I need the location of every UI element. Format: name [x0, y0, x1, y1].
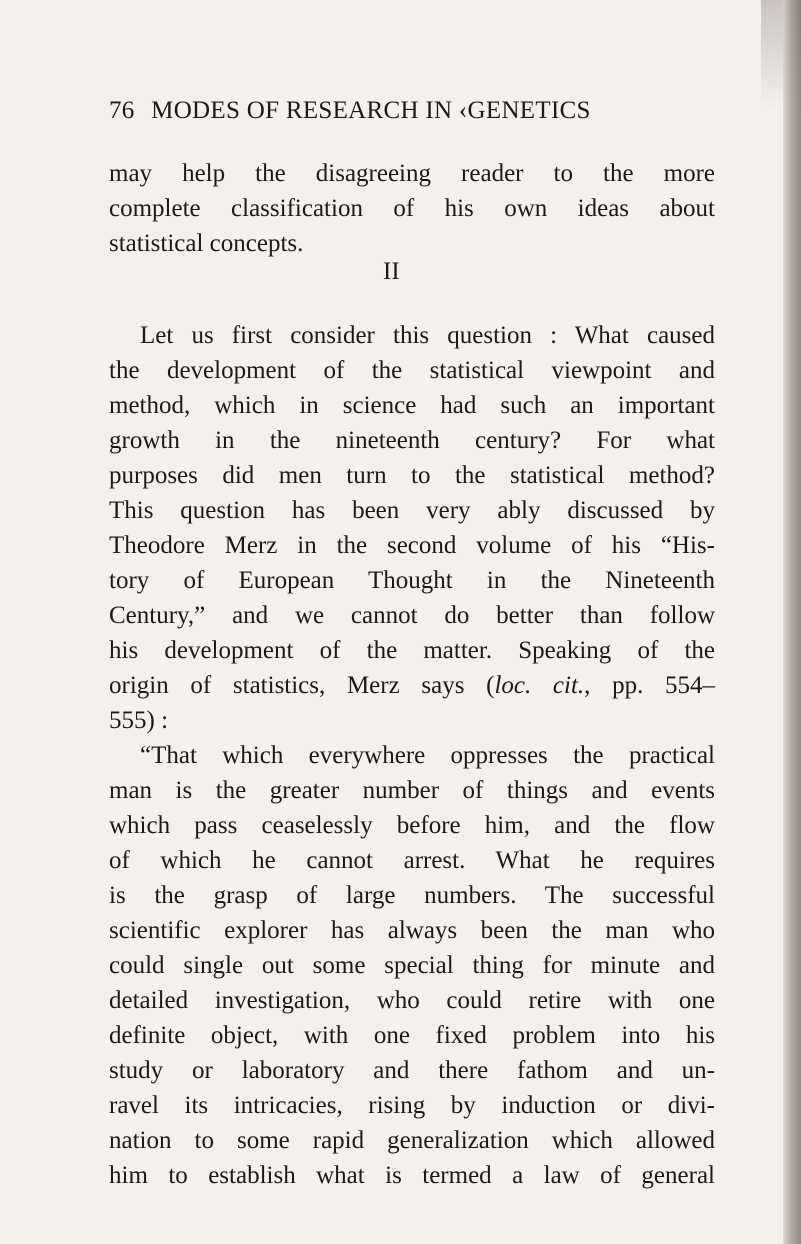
page-number: 76 — [109, 97, 135, 124]
quote-line: which pass ceaselessly before him, and the flow — [109, 812, 715, 839]
text-line: method, which in science had such an important — [109, 392, 715, 419]
quote-line: nation to some rapid generalization which allowed — [109, 1127, 715, 1154]
quote-line: ravel its intricacies, rising by induction or divi- — [109, 1092, 715, 1119]
text-line: the development of the statistical viewpoint and — [109, 357, 715, 384]
quote-line: “That which everywhere oppresses the practical — [140, 742, 715, 769]
text-line: growth in the nineteenth century? For what — [109, 427, 715, 454]
quote-line: definite object, with one fixed problem into his — [109, 1022, 715, 1049]
quote-line: of which he cannot arrest. What he requires — [109, 847, 715, 874]
quote-line: detailed investigation, who could retire with one — [109, 987, 715, 1014]
running-header — [109, 97, 709, 133]
quotation-paragraph — [109, 738, 715, 1193]
section-heading: II — [383, 258, 400, 285]
text-line: This question has been very ably discussed by — [109, 497, 715, 524]
text-line: Century,” and we cannot do better than follow — [109, 602, 715, 629]
quote-line: could single out some special thing for minute and — [109, 952, 715, 979]
main-paragraph — [109, 318, 715, 738]
text-line: Let us first consider this question : What caused — [140, 322, 715, 349]
text-line: purposes did men turn to the statistical method? — [109, 462, 715, 489]
text-line: may help the disagreeing reader to the more — [109, 160, 715, 187]
quote-line: scientific explorer has always been the man who — [109, 917, 715, 944]
text-line: statistical concepts. — [109, 230, 304, 257]
intro-paragraph — [109, 156, 715, 261]
citation-line — [109, 668, 715, 703]
quote-line: man is the greater number of things and events — [109, 777, 715, 804]
page-binding-edge — [783, 0, 801, 1244]
text-line: complete classification of his own ideas about — [109, 195, 715, 222]
running-title: MODES OF RESEARCH IN ‹GENETICS — [151, 97, 591, 124]
text-line: tory of European Thought in the Nineteenth — [109, 567, 715, 594]
citation-end-line: 555) : — [109, 707, 169, 734]
citation-text-before: origin of statistics, Merz says ( — [109, 672, 495, 699]
citation-text-after: , pp. 554– — [584, 672, 716, 699]
text-line: Theodore Merz in the second volume of his “His- — [109, 532, 715, 559]
quote-line: is the grasp of large numbers. The successful — [109, 882, 715, 909]
text-line: his development of the matter. Speaking of the — [109, 637, 715, 664]
quote-line: study or laboratory and there fathom and un- — [109, 1057, 715, 1084]
citation-italic: loc. cit. — [494, 672, 585, 699]
quote-line: him to establish what is termed a law of general — [109, 1162, 715, 1189]
